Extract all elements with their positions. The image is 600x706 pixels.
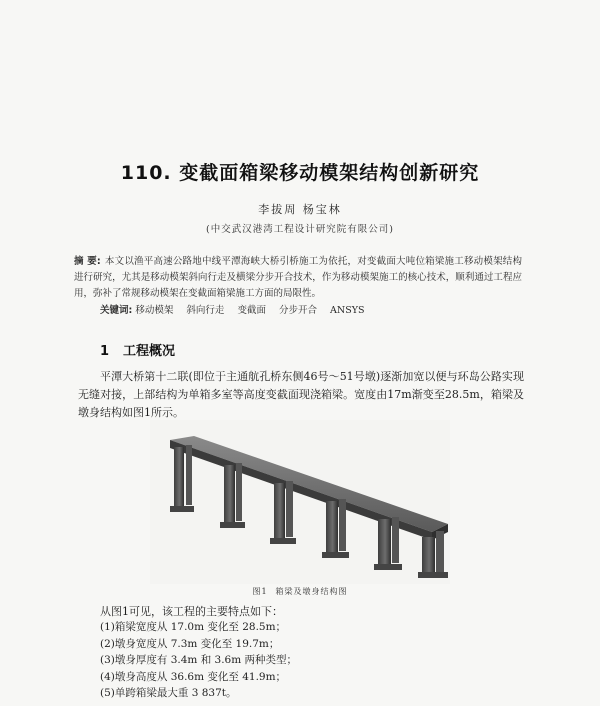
paper-title: 110. 变截面箱梁移动模架结构创新研究 — [120, 162, 480, 184]
abstract — [74, 254, 522, 302]
section-number: 1 — [100, 344, 110, 359]
keyword: 斜向行走 — [186, 305, 225, 316]
affiliation: (中交武汉港湾工程设计研究院有限公司) — [206, 224, 394, 235]
body-paragraph: 平潭大桥第十二联(即位于主通航孔桥东侧46号～51号墩)逐渐加宽以便与环岛公路实现无缝对接，上部结构为单箱多室等高度变截面现浇箱梁。宽度由17m渐变至28.5m，箱梁及墩身结构如图1所示。 — [78, 370, 524, 419]
abstract-text: 本文以渔平高速公路地中线平潭海峡大桥引桥施工为依托，对变截面大吨位箱梁施工移动模架结构进行研究，尤其是移动模架斜向行走及横梁分步开合技术，作为移动模架施工的核心技术，顺利通过工程应用，弥补了常规移动模架在变截面箱梁施工方面的局限性。 — [74, 256, 522, 299]
bridge-figure — [150, 420, 450, 584]
list-item: (2)墩身宽度从 7.3m 变化至 19.7m； — [100, 637, 280, 650]
keyword: 变截面 — [237, 305, 266, 316]
features-intro: 从图1可见，该工程的主要特点如下： — [100, 605, 283, 618]
keywords-label: 关键词: — [100, 305, 133, 316]
list-item: (3)墩身厚度有 3.4m 和 3.6m 两种类型； — [100, 654, 298, 667]
list-item: (5)单跨箱梁最大重 3 837t。 — [100, 687, 237, 700]
figure-caption-text: 箱梁及墩身结构图 — [275, 587, 348, 596]
abstract-label: 摘 要: — [74, 256, 101, 267]
section-title: 工程概况 — [123, 344, 176, 359]
pier — [322, 499, 349, 558]
figure-number: 图1 — [252, 587, 268, 596]
list-item: (4)墩身高度从 36.6m 变化至 41.9m； — [100, 670, 287, 683]
section-heading — [100, 340, 175, 359]
features-list — [100, 619, 297, 702]
authors: 李拔周 杨宝林 — [258, 203, 342, 216]
pier — [418, 531, 448, 578]
keyword: 移动模架 — [135, 305, 174, 316]
figure-caption — [0, 586, 600, 597]
keyword: ANSYS — [330, 305, 365, 316]
list-item: (1)箱梁宽度从 17.0m 变化至 28.5m； — [100, 621, 287, 633]
keyword: 分步开合 — [278, 305, 317, 316]
keywords — [100, 302, 530, 316]
pier — [374, 517, 402, 570]
